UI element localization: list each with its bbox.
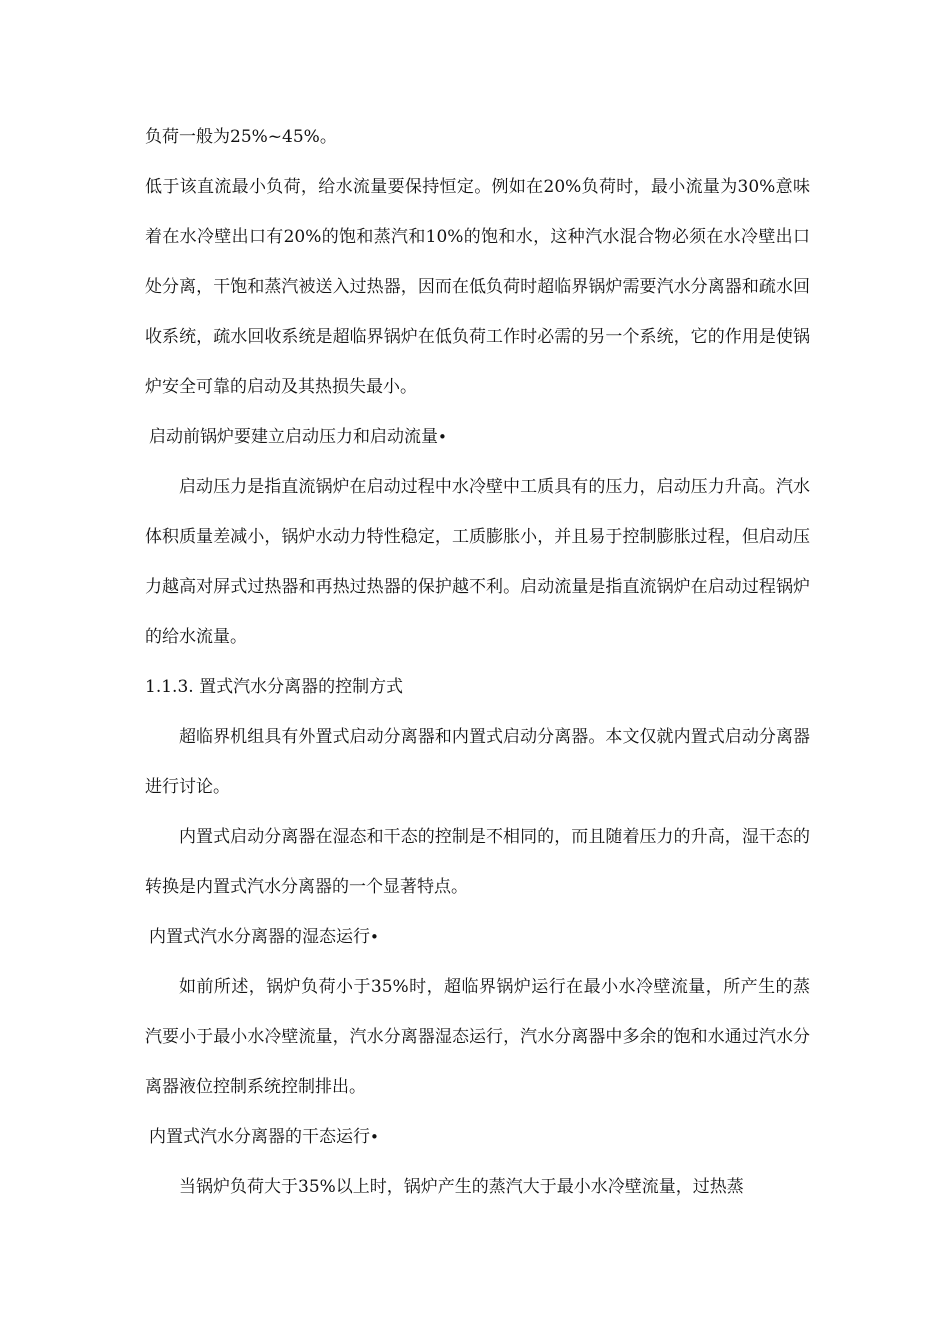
heading-separator-control: 1.1.3. 置式汽水分离器的控制方式 [145,677,404,697]
paragraph-dry-operation: 当锅炉负荷大于35%以上时，锅炉产生的蒸汽大于最小水冷壁流量，过热蒸 [179,1177,744,1197]
paragraph-startup-pressure: 启动压力是指直流锅炉在启动过程中水冷壁中工质具有的压力，启动压力升高。汽水体积质量差减小，锅炉水动力特性稳定，工质膨胀小，并且易于控制膨胀过程，但启动压力越高对屏式过热器和再热过热器的保护越不利。启动流量是指直流锅炉在启动过程锅炉的给水流量。 [145,477,810,647]
heading-text: 启动前锅炉要建立启动压力和启动流量 [149,427,438,447]
heading-text: 内置式汽水分离器的干态运行 [149,1127,370,1147]
bullet-icon: • [370,1128,379,1146]
paragraph-wet-operation: 如前所述，锅炉负荷小于35%时，超临界锅炉运行在最小水冷壁流量，所产生的蒸汽要小于最小水冷壁流量，汽水分离器湿态运行，汽水分离器中多余的饱和水通过汽水分离器液位控制系统控制排出。 [145,977,810,1097]
bullet-icon: • [370,928,379,946]
paragraph-wet-dry-control: 内置式启动分离器在湿态和干态的控制是不相同的，而且随着压力的升高，湿干态的转换是内置式汽水分离器的一个显著特点。 [145,827,810,897]
heading-dry-operation [145,1112,810,1162]
paragraph-separator-types: 超临界机组具有外置式启动分离器和内置式启动分离器。本文仅就内置式启动分离器进行讨论。 [145,727,810,797]
document-page [145,112,810,1212]
paragraph-load-range: 负荷一般为25%~45%。 [145,127,337,147]
bullet-icon: • [438,428,447,446]
heading-wet-operation [145,912,810,962]
paragraph-min-load-flow: 低于该直流最小负荷，给水流量要保持恒定。例如在20%负荷时，最小流量为30%意味着在水冷壁出口有20%的饱和蒸汽和10%的饱和水，这种汽水混合物必须在水冷壁出口处分离，干饱和蒸汽被送入过热器，因而在低负荷时超临界锅炉需要汽水分离器和疏水回收系统，疏水回收系统是超临界锅炉在低负荷工作时必需的另一个系统，它的作用是使锅炉安全可靠的启动及其热损失最小。 [145,177,810,397]
heading-startup-pressure-flow [145,412,810,462]
heading-text: 内置式汽水分离器的湿态运行 [149,927,370,947]
